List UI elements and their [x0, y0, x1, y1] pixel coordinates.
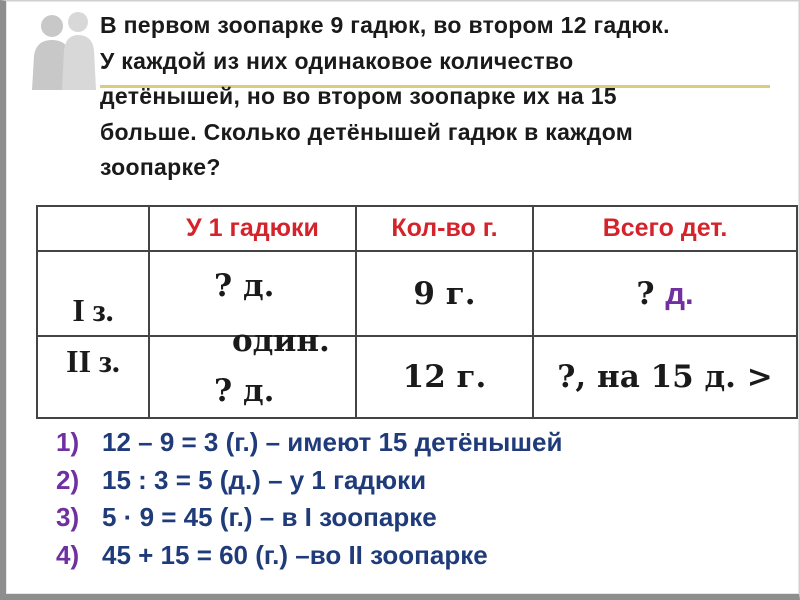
problem-line: больше. Сколько детёнышей гадюк в каждом [100, 118, 634, 145]
merged-note: один. [232, 323, 330, 359]
header-empty [37, 206, 149, 251]
step-text: 15 : 3 = 5 (д.) – у 1 гадюки [102, 464, 427, 495]
total-unit: д. [665, 275, 694, 311]
step-text: 45 + 15 = 60 (г.) –во II зоопарке [102, 539, 488, 570]
problem-line: У каждой из них одинаковое количество [100, 47, 574, 74]
row-label: I з. [37, 251, 149, 336]
step-number: 4) [56, 539, 80, 570]
step-text: 5 · 9 = 45 (г.) – в I зоопарке [102, 502, 437, 532]
list-item [56, 424, 562, 462]
table-row [37, 251, 797, 336]
cell-count: 12 г. [356, 336, 533, 418]
problem-line: В первом зоопарке 9 гадюк, во втором 12 гадюк. [100, 12, 670, 38]
per-one-value: ? д. [214, 268, 275, 304]
people-silhouette-logo [22, 4, 104, 90]
total-question: ? [636, 275, 666, 312]
problem-line: зоопарке? [100, 154, 221, 180]
step-number: 1) [56, 427, 80, 457]
cell-count: 9 г. [356, 251, 533, 336]
table-header-row [37, 206, 797, 251]
problem-text [100, 8, 790, 186]
solution-steps [56, 424, 562, 574]
list-item [56, 499, 562, 537]
header-per-one: У 1 гадюки [149, 206, 356, 251]
step-number: 3) [56, 502, 80, 532]
header-count: Кол-во г. [356, 206, 533, 251]
header-total: Всего дет. [533, 206, 797, 251]
row-label: II з. [37, 336, 149, 418]
cell-total: ?, на 15 д. > [533, 336, 797, 418]
list-item [56, 462, 562, 500]
per-one-value: ? д. [214, 373, 275, 409]
problem-line: детёнышей, но во втором зоопарке их на 15 [100, 83, 617, 109]
table-row [37, 336, 797, 418]
step-number: 2) [56, 464, 80, 495]
step-text: 12 – 9 = 3 (г.) – имеют 15 детёнышей [102, 427, 563, 457]
list-item [56, 537, 562, 575]
cell-total [533, 251, 797, 336]
data-table [36, 205, 798, 419]
